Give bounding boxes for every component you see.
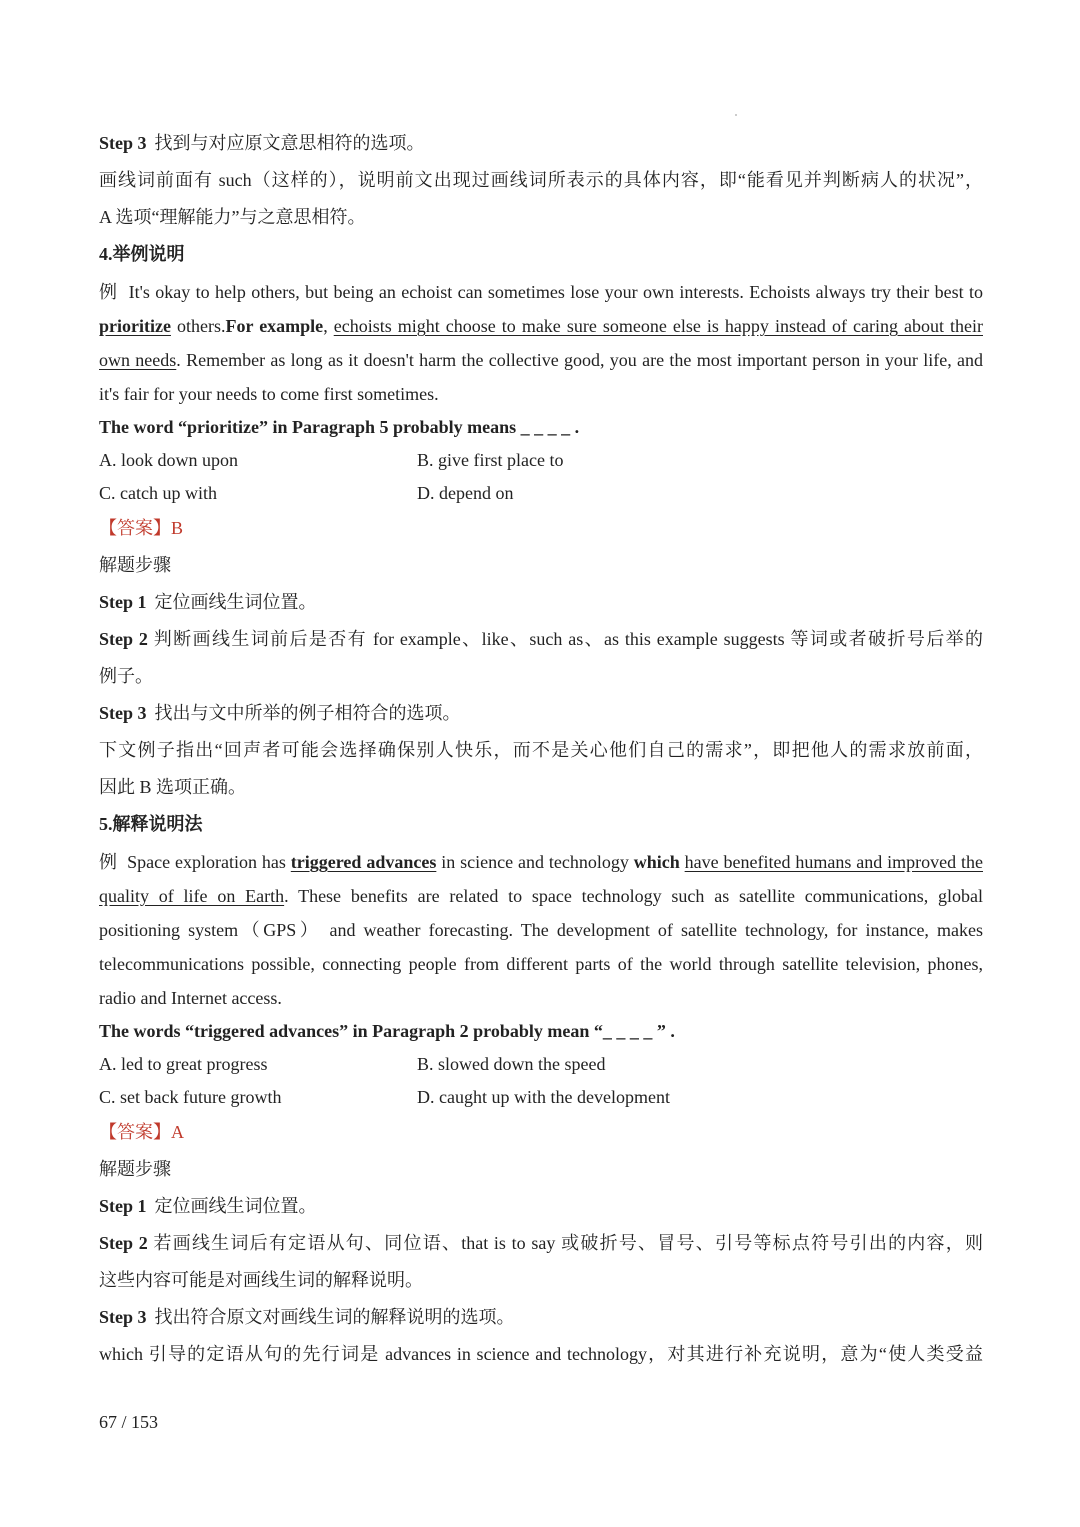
- option-b: B. slowed down the speed: [417, 1054, 606, 1074]
- explanation-line-2: 因此 B 选项正确。: [99, 777, 247, 797]
- options-row-2: [99, 477, 983, 510]
- example-paragraph-4: 例 It's okay to help others, but being an echoist can sometimes lose your own interests. Echoists always try their best to prioritize others.For example, echoists might choose to make sure someone else is happy instead of caring about their own needs. Remember as long as it doesn't harm the collective good, you are the most important person in your life, and it's fair for your needs to come first sometimes.: [99, 282, 983, 404]
- option-a: A. led to great progress: [99, 1054, 268, 1074]
- step2-line: Step 2 若画线生词后有定语从句、同位语、that is to say 或破折号、冒号、引号等标点符号引出的内容，则: [99, 1233, 983, 1253]
- underlined-example: echoists might choose to make sure someone else is happy instead of caring about their own needs: [99, 316, 983, 370]
- option-c: C. set back future growth: [99, 1087, 282, 1107]
- options-row-2: [99, 1081, 983, 1114]
- underlined-clause: have benefited humans and improved the quality of life on Earth: [99, 852, 983, 906]
- step1-line: Step 1 定位画线生词位置。: [99, 592, 317, 612]
- step3-line: Step 3 找出符合原文对画线生词的解释说明的选项。: [99, 1307, 515, 1327]
- question-stem-4: The word “prioritize” in Paragraph 5 probably means _ _ _ _ .: [99, 417, 580, 437]
- option-a: A. look down upon: [99, 450, 238, 470]
- step3-line: Step 3 找到与对应原文意思相符的选项。: [99, 133, 425, 153]
- answer-label: 【答案】B: [99, 518, 184, 538]
- option-c: C. catch up with: [99, 483, 217, 503]
- explanation-line-2: A 选项“理解能力”与之意思相符。: [99, 207, 366, 227]
- step2-line-cont: 例子。: [99, 666, 153, 686]
- keyword-prioritize: prioritize: [99, 316, 171, 336]
- keyword-triggered-advances: triggered advances: [290, 852, 437, 872]
- step1-line: Step 1 定位画线生词位置。: [99, 1196, 317, 1216]
- page-number: 67 / 153: [99, 1412, 159, 1432]
- options-row-1: [99, 444, 983, 477]
- document-body: [99, 125, 983, 1373]
- explanation-line-1: 下文例子指出“回声者可能会选择确保别人快乐，而不是关心他们自己的需求”，即把他人的需求放前面，: [99, 740, 983, 760]
- options-row-1: [99, 1048, 983, 1081]
- question-stem-5: The words “triggered advances” in Paragraph 2 probably mean “_ _ _ _ ” .: [99, 1021, 675, 1041]
- steps-title: 解题步骤: [99, 555, 171, 575]
- option-d: D. caught up with the development: [417, 1087, 670, 1107]
- answer-label: 【答案】A: [99, 1122, 184, 1142]
- explanation-line-1: 画线词前面有 such（这样的），说明前文出现过画线词所表示的具体内容，即“能看见并判断病人的状况”，: [99, 170, 983, 190]
- explanation-line-1: which 引导的定语从句的先行词是 advances in science and technology，对其进行补充说明，意为“使人类受益: [99, 1344, 983, 1364]
- option-d: D. depend on: [417, 483, 514, 503]
- steps-title: 解题步骤: [99, 1159, 171, 1179]
- section-heading-5: 5.解释说明法: [99, 814, 203, 834]
- step2-line: Step 2 判断画线生词前后是否有 for example、like、such as、as this example suggests 等词或者破折号后举的: [99, 629, 983, 649]
- step3-line: Step 3 找出与文中所举的例子相符合的选项。: [99, 703, 461, 723]
- scan-dot: [735, 114, 737, 116]
- section-heading-4: 4.举例说明: [99, 244, 185, 264]
- example-paragraph-5: 例 Space exploration has triggered advances in science and technology which have benefited humans and improved the quality of life on Earth. These benefits are related to space technology such as satellite communications, global positioning system（GPS） and weather forecasting. The development of satellite technology, for instance, makes telecommunications possible, connecting people from different parts of the world through satellite television, phones, radio and Internet access.: [99, 852, 984, 1008]
- step2-line-cont: 这些内容可能是对画线生词的解释说明。: [99, 1270, 423, 1290]
- option-b: B. give first place to: [417, 450, 564, 470]
